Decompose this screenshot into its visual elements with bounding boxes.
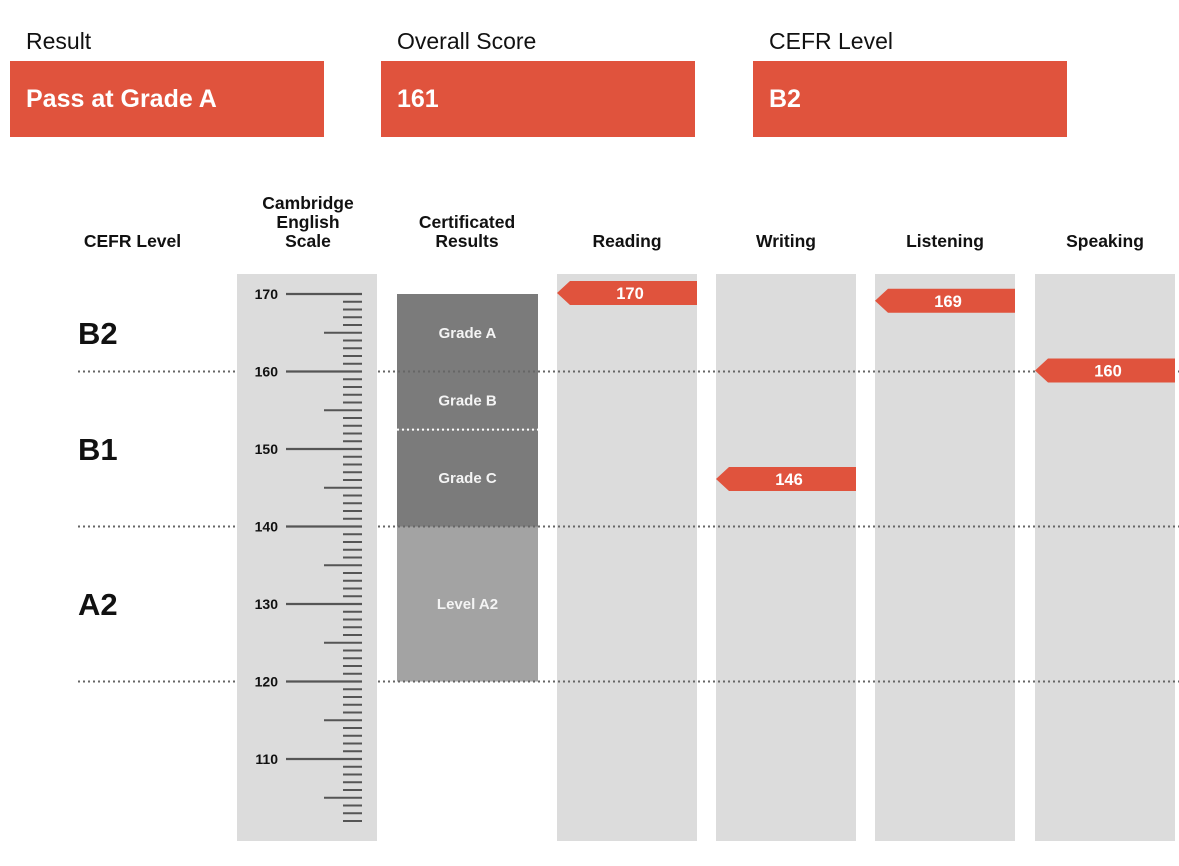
scale-tick-label: 110 xyxy=(255,751,278,767)
header-writing: Writing xyxy=(756,231,816,251)
scale-tick-label: 130 xyxy=(254,596,278,612)
grade-label-grade-a: Grade A xyxy=(438,324,497,342)
header-cert-line2: Results xyxy=(435,231,499,251)
header-listening: Listening xyxy=(906,231,984,251)
cefr-level-value-box: B2 xyxy=(753,61,1067,137)
header-cert-line1: Certificated xyxy=(418,212,516,232)
column-bg-writing xyxy=(716,274,856,841)
scale-tick-label: 160 xyxy=(254,363,278,380)
header-speaking: Speaking xyxy=(1066,231,1144,251)
cefr-level-b1: B1 xyxy=(78,432,118,467)
score-value-listening: 169 xyxy=(934,292,962,311)
scale-tick-label: 120 xyxy=(254,673,278,690)
column-bg-reading xyxy=(557,274,697,841)
cefr-level-label: CEFR Level xyxy=(769,28,893,54)
header-scale-line1: Cambridge xyxy=(262,193,354,213)
overall-score-value-box: 161 xyxy=(381,61,695,137)
header-cefr-level: CEFR Level xyxy=(83,231,182,251)
cefr-level-a2: A2 xyxy=(78,587,118,622)
header-scale-line2: English xyxy=(276,212,340,232)
header-scale-line3: Scale xyxy=(285,231,331,251)
grade-label-level-a2: Level A2 xyxy=(436,596,499,613)
column-bg-listening xyxy=(875,274,1015,841)
scale-tick-label: 140 xyxy=(254,518,278,535)
scale-tick-label: 150 xyxy=(254,441,278,457)
score-value-speaking: 160 xyxy=(1094,362,1122,381)
header-reading: Reading xyxy=(592,231,662,251)
grade-label-grade-b: Grade B xyxy=(438,392,497,410)
cefr-level-b2: B2 xyxy=(78,315,118,351)
grade-label-grade-c: Grade C xyxy=(438,470,497,488)
score-value-reading: 170 xyxy=(616,285,644,303)
result-label: Result xyxy=(26,28,92,54)
score-value-writing: 146 xyxy=(775,471,803,489)
overall-score-label: Overall Score xyxy=(397,28,537,54)
result-value-box: Pass at Grade A xyxy=(10,61,324,137)
scale-tick-label: 170 xyxy=(254,286,278,302)
